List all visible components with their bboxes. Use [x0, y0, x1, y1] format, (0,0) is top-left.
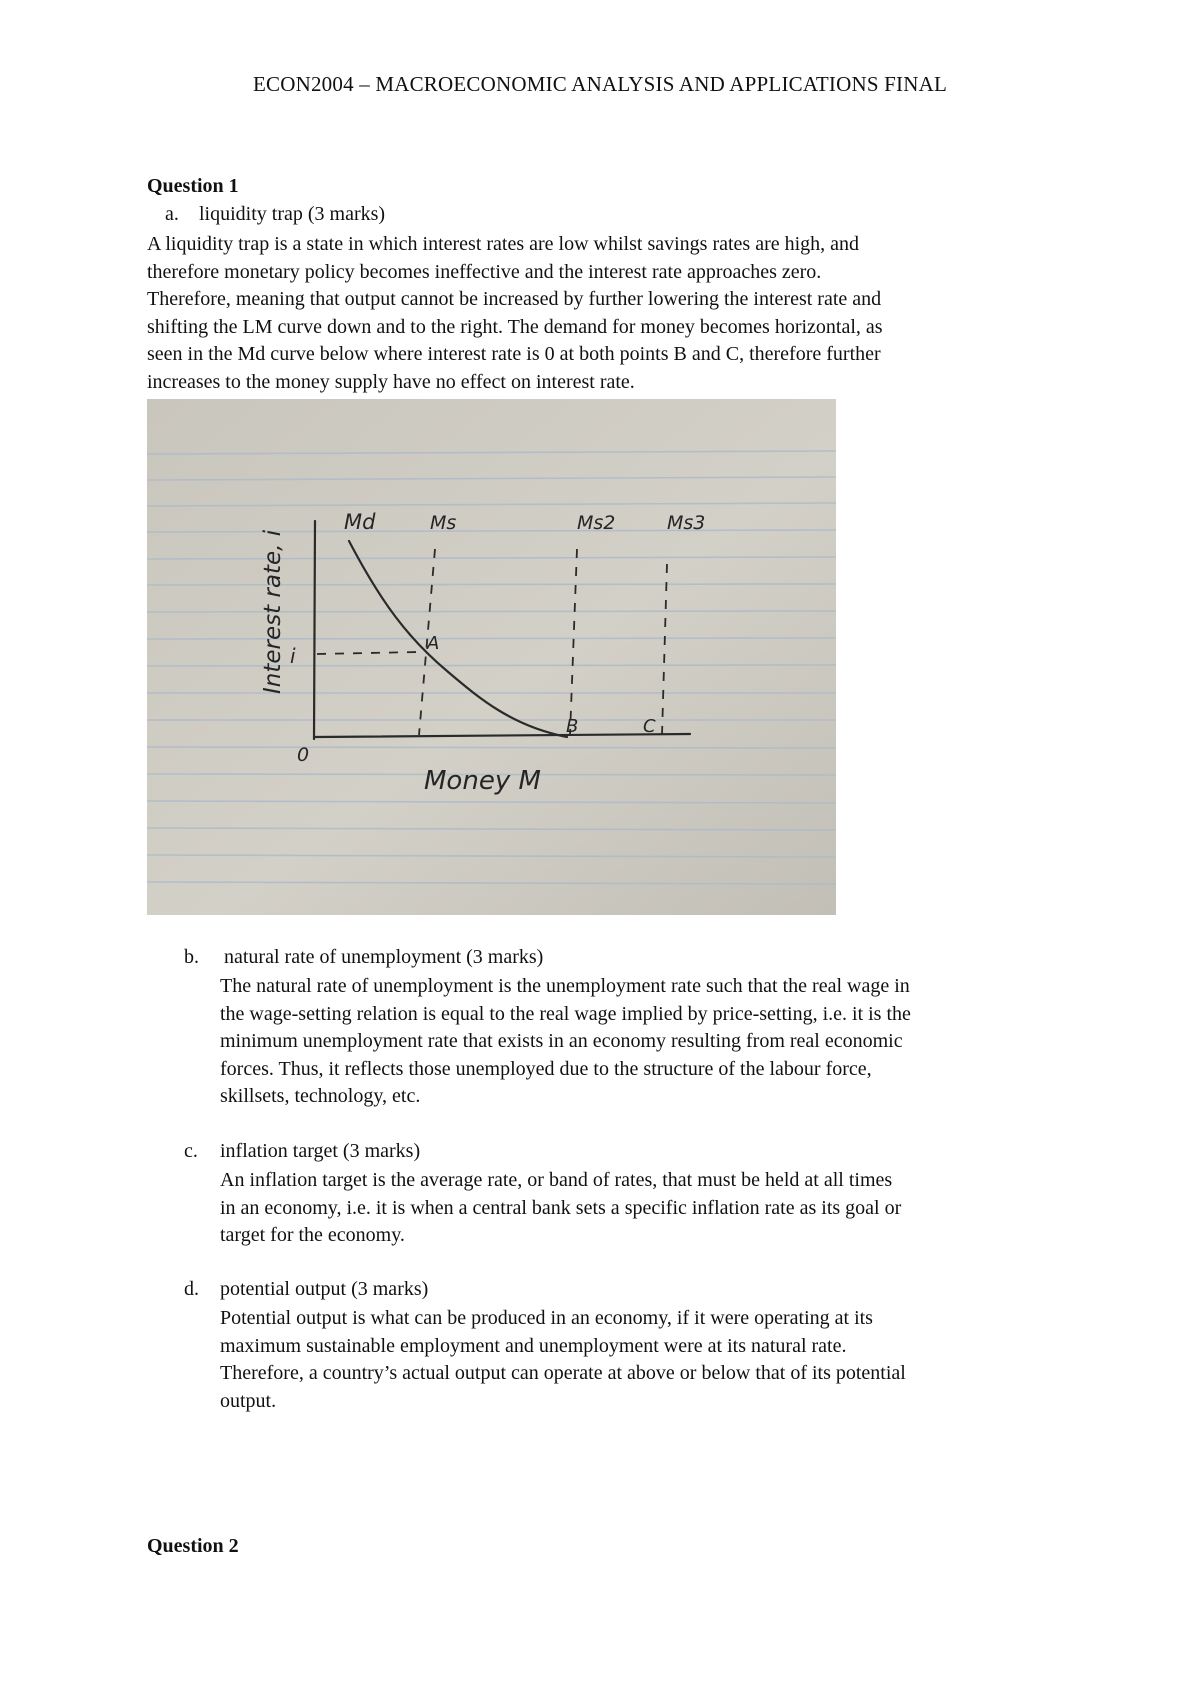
part-c-heading — [184, 1140, 420, 1163]
answer-line: therefore monetary policy becomes ineffective and the interest rate approaches zero. — [147, 260, 822, 283]
part-a-heading — [165, 203, 385, 226]
part-d-heading — [184, 1278, 428, 1301]
answer-line: skillsets, technology, etc. — [220, 1085, 421, 1107]
answer-line: target for the economy. — [220, 1224, 405, 1246]
point-b-label: B — [566, 716, 579, 737]
part-b-title: natural rate of unemployment (3 marks) — [224, 946, 544, 968]
point-c-label: C — [643, 716, 656, 737]
y-axis — [314, 521, 315, 739]
answer-line: An inflation target is the average rate, or band of rates, that must be held at all times — [220, 1169, 893, 1191]
answer-line: output. — [220, 1389, 277, 1412]
answer-line: Therefore, a country’s actual output can operate at above or below that of its potential — [220, 1362, 906, 1384]
part-b-answer — [220, 973, 911, 1111]
answer-line: minimum unemployment rate that exists in an economy resulting from real economic — [220, 1030, 903, 1052]
md-label: Md — [344, 510, 376, 534]
x-axis-label: Money M — [424, 766, 541, 796]
part-d-letter: d. — [184, 1278, 199, 1300]
answer-line: forces. Thus, it reflects those unemployed due to the structure of the labour force, — [220, 1057, 872, 1080]
ms2-label: Ms2 — [577, 512, 616, 534]
answer-line: A liquidity trap is a state in which interest rates are low whilst savings rates are high, and — [147, 233, 860, 255]
answer-line: in an economy, i.e. it is when a central bank sets a specific inflation rate as its goal or — [220, 1196, 902, 1219]
y-tick-label: i — [290, 644, 296, 668]
part-b-heading — [184, 946, 543, 969]
ms3-label: Ms3 — [667, 512, 706, 534]
answer-line: seen in the Md curve below where interest rate is 0 at both points B and C, therefore further — [147, 343, 881, 365]
answer-line: The natural rate of unemployment is the unemployment rate such that the real wage in — [220, 975, 910, 997]
liquidity-trap-sketch-photo — [147, 399, 836, 915]
y-axis-label: Interest rate, i — [260, 529, 286, 694]
origin-label: 0 — [297, 744, 310, 766]
answer-line: the wage-setting relation is equal to the real wage implied by price-setting, i.e. it is the — [220, 1002, 911, 1025]
part-c-answer — [220, 1167, 901, 1250]
part-a-title: liquidity trap (3 marks) — [199, 203, 386, 225]
answer-line: shifting the LM curve down and to the right. The demand for money becomes horizontal, as — [147, 315, 883, 338]
part-d-title: potential output (3 marks) — [220, 1278, 429, 1300]
part-a-letter: a. — [165, 203, 179, 225]
question-2-title: Question 2 — [147, 1535, 239, 1557]
ms-label: Ms — [430, 512, 457, 534]
answer-line: maximum sustainable employment and unemployment were at its natural rate. — [220, 1334, 847, 1357]
part-c-title: inflation target (3 marks) — [220, 1140, 421, 1162]
part-d-answer — [220, 1305, 906, 1415]
point-a-label: A — [427, 633, 440, 654]
paper-background — [147, 399, 836, 915]
answer-line: increases to the money supply have no effect on interest rate. — [147, 370, 635, 393]
answer-line: Potential output is what can be produced in an economy, if it were operating at its — [220, 1307, 873, 1329]
answer-line: Therefore, meaning that output cannot be increased by further lowering the interest rate and — [147, 288, 882, 310]
part-b-letter: b. — [184, 946, 199, 968]
part-c-letter: c. — [184, 1140, 198, 1162]
page-header: ECON2004 – MACROECONOMIC ANALYSIS AND APPLICATIONS FINAL — [253, 72, 947, 96]
question-1-title: Question 1 — [147, 175, 239, 197]
part-a-answer — [147, 231, 883, 396]
